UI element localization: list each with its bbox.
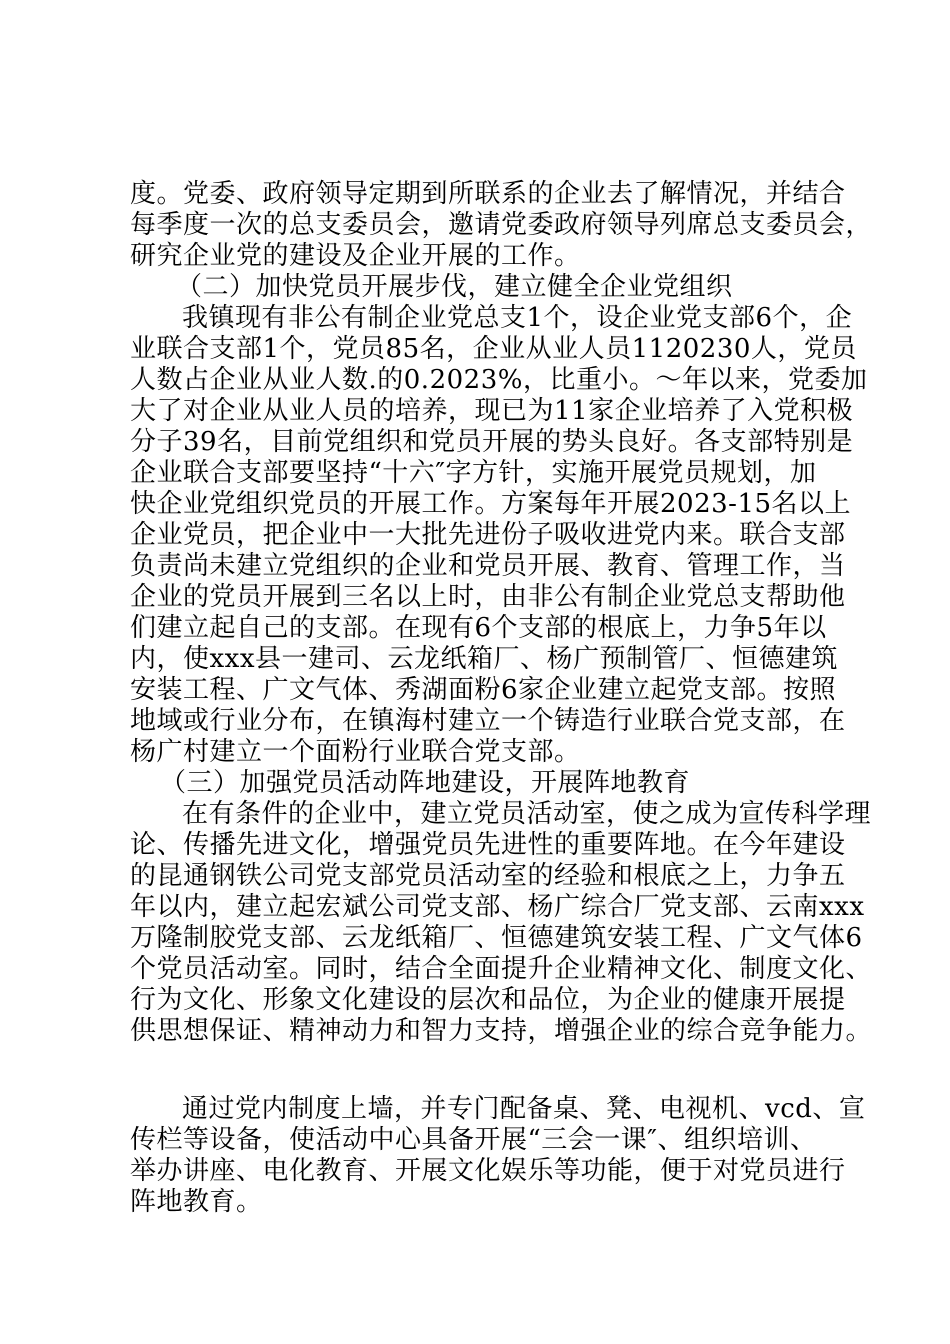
- text-line: 业联合支部1个，党员85名，企业从业人员1120230人，党员: [130, 334, 857, 364]
- text-line: 大了对企业从业人员的培养，现已为11家企业培养了入党积极: [130, 396, 854, 426]
- section-heading: （三）加强党员活动阵地建设，开展阵地教育: [160, 768, 691, 798]
- text-line: 行为文化、形象文化建设的层次和品位，为企业的健康开展提: [130, 985, 846, 1015]
- text-line: 负责尚未建立党组织的企业和党员开展、教育、管理工作，当: [130, 551, 846, 581]
- text-line: 地域或行业分布，在镇海村建立一个铸造行业联合党支部，在: [130, 706, 846, 736]
- text-line: 们建立起自己的支部。在现有6个支部的根底上，力争5年以: [130, 613, 827, 643]
- text-line: 企业的党员开展到三名以上时，由非公有制企业党总支帮助他: [130, 582, 846, 612]
- text-line: 内，使xxx县一建司、云龙纸箱厂、杨广预制管厂、恒德建筑: [130, 644, 838, 674]
- text-line: 研究企业党的建设及企业开展的工作。: [130, 241, 581, 271]
- text-line: 安装工程、广文气体、秀湖面粉6家企业建立起党支部。按照: [130, 675, 837, 705]
- text-line: 传栏等设备，使活动中心具备开展“三会一课″、组织培训、: [130, 1125, 817, 1155]
- text-line: 举办讲座、电化教育、开展文化娱乐等功能，便于对党员进行: [130, 1156, 846, 1186]
- text-line: 人数占企业从业人数.的0.2023%，比重小。～年以来，党委加: [130, 365, 868, 395]
- text-line: 快企业党组织党员的开展工作。方案每年开展2023-15名以上: [130, 489, 852, 519]
- text-line: 分子39名，目前党组织和党员开展的势头良好。各支部特别是: [130, 427, 854, 457]
- text-line: 我镇现有非公有制企业党总支1个，设企业党支部6个，企: [182, 303, 853, 333]
- text-line: 的昆通钢铁公司党支部党员活动室的经验和根底之上，力争五: [130, 861, 846, 891]
- text-line: 杨广村建立一个面粉行业联合党支部。: [130, 737, 581, 767]
- text-line: 企业联合支部要坚持“十六″字方针，实施开展党员规划，加: [130, 458, 817, 488]
- text-line: 度。党委、政府领导定期到所联系的企业去了解情况，并结合: [130, 179, 846, 209]
- section-heading: （二）加快党员开展步伐，建立健全企业党组织: [176, 272, 733, 302]
- text-line: 在有条件的企业中，建立党员活动室，使之成为宣传科学理: [182, 799, 872, 829]
- text-line: 阵地教育。: [130, 1187, 263, 1217]
- text-line: 企业党员，把企业中一大批先进份子吸收进党内来。联合支部: [130, 520, 846, 550]
- text-line: 论、传播先进文化，增强党员先进性的重要阵地。在今年建设: [130, 830, 846, 860]
- text-line: 万隆制胶党支部、云龙纸箱厂、恒德建筑安装工程、广文气体6: [130, 923, 863, 953]
- text-line: 个党员活动室。同时，结合全面提升企业精神文化、制度文化、: [130, 954, 873, 984]
- text-line: 通过党内制度上墙，并专门配备桌、凳、电视机、vcd、宣: [182, 1094, 866, 1124]
- text-line: 年以内，建立起宏斌公司党支部、杨广综合厂党支部、云南xxx: [130, 892, 865, 922]
- text-line: 供思想保证、精神动力和智力支持，增强企业的综合竞争能力。: [130, 1016, 873, 1046]
- text-line: 每季度一次的总支委员会，邀请党委政府领导列席总支委员会，: [130, 210, 873, 240]
